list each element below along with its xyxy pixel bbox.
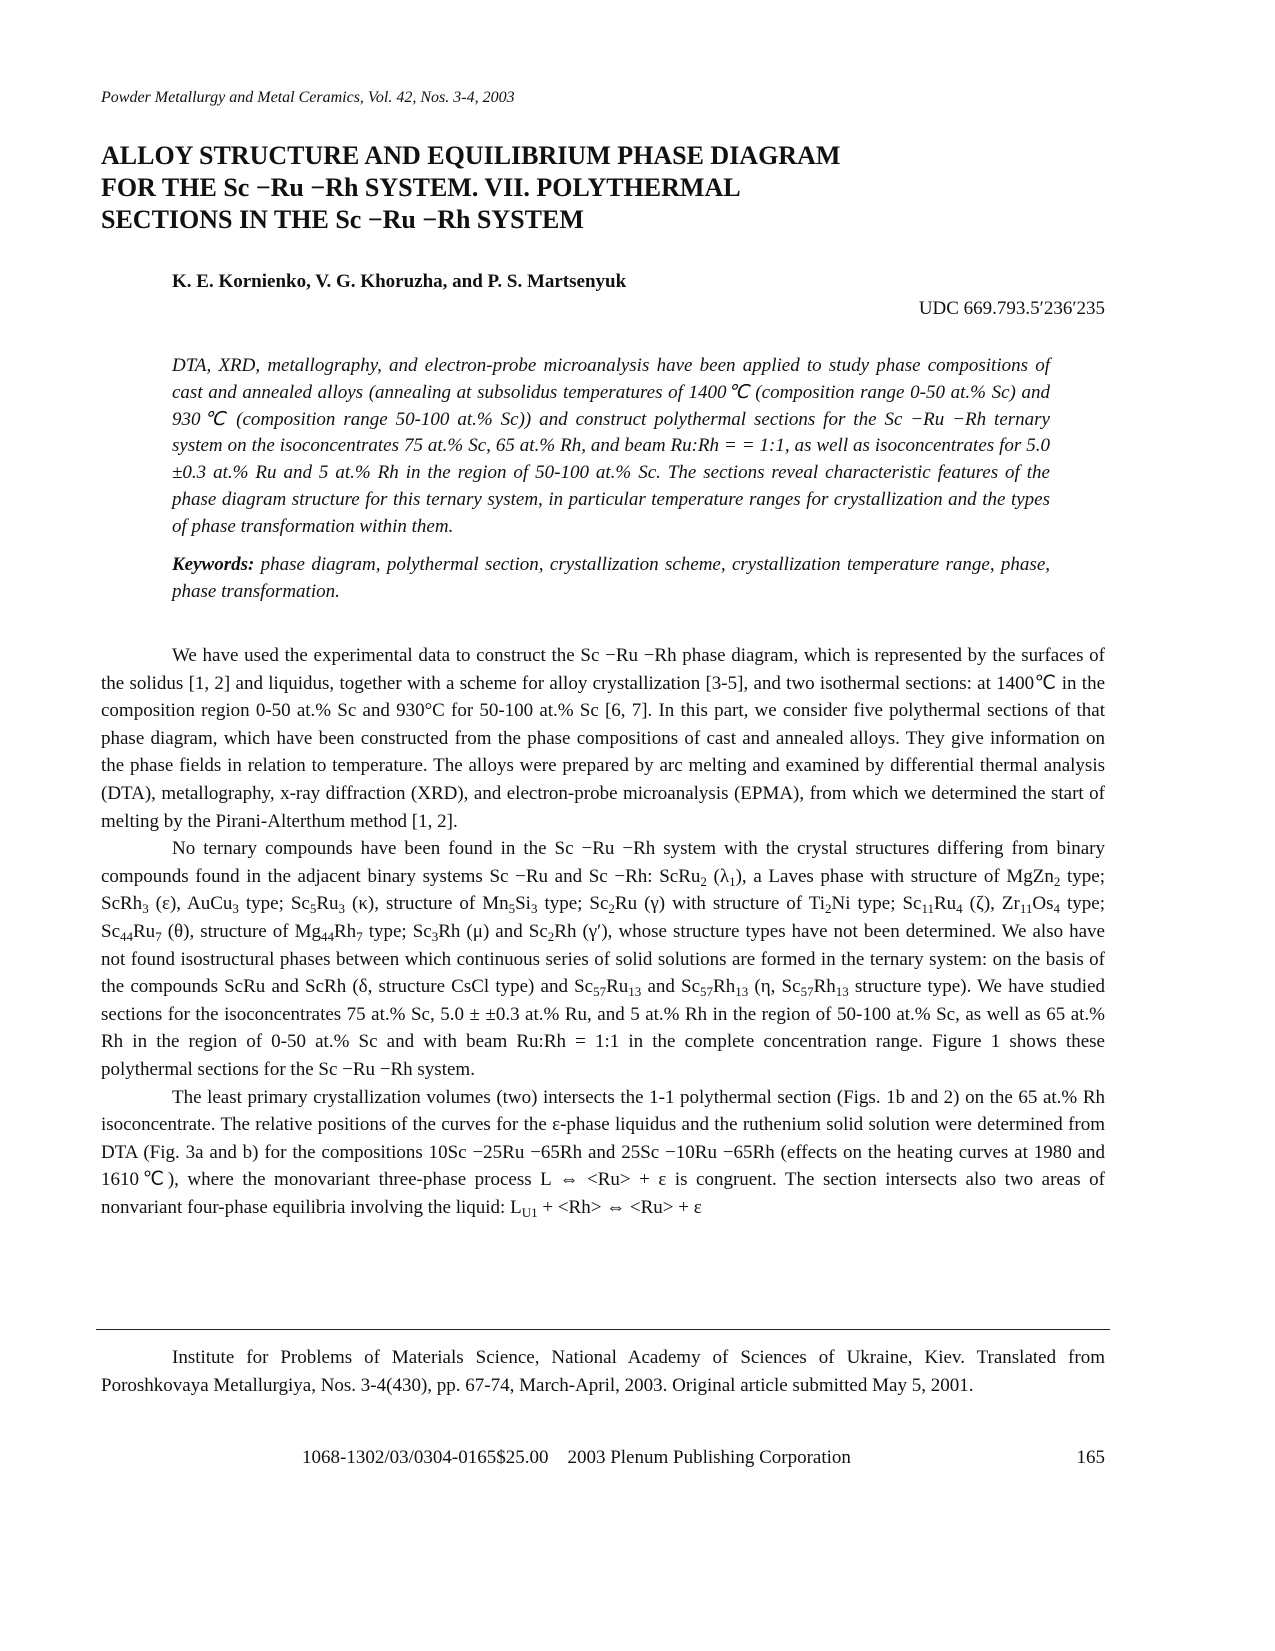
text-run: Rh	[334, 920, 357, 942]
text-run: No ternary compounds have been found in the Sc −Ru −Rh system with the crystal structures differing from binary compounds found in the adjacent binary systems Sc −Ru and Sc −Rh: ScRu	[101, 838, 1105, 887]
subscript: 7	[356, 928, 363, 944]
text-run: type; Sc	[101, 893, 1105, 942]
text-run: + <Rh> ⇔ <Ru> + ε	[537, 1196, 702, 1218]
subscript: 3	[530, 901, 538, 917]
authors: K. E. Kornienko, V. G. Khoruzha, and P. S. Martsenyuk	[172, 271, 627, 292]
text-run: and Sc	[641, 976, 701, 998]
subscript: 4	[1053, 901, 1060, 917]
journal-citation: Powder Metallurgy and Metal Ceramics, Vol. 42, Nos. 3-4, 2003	[101, 89, 515, 106]
article-title	[101, 140, 1001, 236]
footnote-divider	[96, 1329, 1110, 1330]
keywords-label: Keywords:	[172, 554, 255, 575]
text-run: Rh	[713, 976, 736, 998]
text-run: (κ), structure of Mn	[345, 893, 509, 915]
paragraph	[101, 642, 1105, 835]
paragraph	[101, 835, 1105, 1083]
text-run: Rh (μ) and Sc	[438, 920, 548, 942]
keywords-text: phase diagram, polythermal section, crystallization scheme, crystallization temperature range, phase, phase transformation.	[172, 554, 1050, 602]
text-run: Ru	[606, 976, 629, 998]
text-run: Rh (γ′), whose structure types have not been determined. We also have not found isostructural phases between which continuous series of solid solutions are formed in the ternary system: on the basis of the compounds ScRu and ScRh (δ, structure CsCl type) and Sc	[101, 920, 1105, 998]
text-run: Os	[1032, 893, 1054, 915]
paragraph	[101, 1084, 1105, 1222]
text-run: type; ScRh	[101, 865, 1105, 915]
text-run: Si	[515, 893, 531, 915]
abstract: DTA, XRD, metallography, and electron-probe microanalysis have been applied to study phase compositions of cast and annealed alloys (annealing at subsolidus temperatures of 1400℃ (composition range 0-50 at.% Sc) and 930℃ (composition range 50-100 at.% Sc)) and construct polythermal sections for the Sc −Ru −Rh ternary system on the isoconcentrates 75 at.% Sc, 65 at.% Rh, and beam Ru:Rh = = 1:1, as well as isoconcentrates for 5.0 ±0.3 at.% Ru and 5 at.% Rh in the region of 50-100 at.% Sc. The sections reveal characteristic features of the phase diagram structure for this ternary system, in particular temperature ranges for crystallization and the types of phase transformation within them.	[172, 355, 1050, 537]
text-run: (θ), structure of Mg	[161, 920, 321, 942]
text-run: Ru	[316, 893, 339, 915]
subscript: 2	[608, 901, 615, 917]
text-run: type; Sc	[238, 893, 310, 915]
subscript: 57	[593, 984, 607, 1000]
title-line: FOR THE Sc −Ru −Rh SYSTEM. VII. POLYTHERMAL	[101, 173, 741, 202]
subscript: 2	[825, 901, 832, 917]
text-run: We have used the experimental data to construct the Sc −Ru −Rh phase diagram, which is represented by the surfaces of the solidus [1, 2] and liquidus, together with a scheme for alloy crystallization [3-5], and two isothermal sections: at 1400℃ in the composition region 0-50 at.% Sc and 930°C for 50-100 at.% Sc [6, 7]. In this part, we consider five polythermal sections of that phase diagram, which have been constructed from the phase compositions of cast and annealed alloys. They give information on the phase fields in relation to temperature. The alloys were prepared by arc melting and examined by differential thermal analysis (DTA), metallography, x-ray diffraction (XRD), and electron-probe microanalysis (EPMA), from which we determined the start of melting by the Pirani-Alterthum method [1, 2].	[101, 645, 1105, 832]
text-run: The least primary crystallization volumes (two) intersects the 1-1 polythermal section (Figs. 1b and 2) on the 65 at.% Rh isoconcentrate. The relative positions of the curves for the ε-phase liquidus and the ruthenium solid solution were determined from DTA (Fig. 3a and b) for the compositions 10Sc −25Ru −65Rh and 25Sc −10Ru −65Rh (effects on the heating curves at 1980 and 1610℃), where the monovariant three-phase process L ⇔ <Ru> + ε is congruent. The section intersects also two areas of nonvariant four-phase equilibria involving the liquid: L	[101, 1086, 1105, 1218]
text-run: Ni type; Sc	[831, 893, 922, 915]
subscript: 2	[1053, 873, 1061, 889]
page-number: 165	[1076, 1447, 1105, 1468]
text-run: ), a Laves phase with structure of MgZn	[735, 865, 1054, 887]
subscript: 44	[120, 928, 133, 944]
subscript: 5	[309, 901, 317, 917]
keywords	[172, 552, 1050, 606]
subscript: 1	[729, 873, 736, 889]
text-run: type; Sc	[537, 893, 609, 915]
affiliation-footnote: Institute for Problems of Materials Science, National Academy of Sciences of Ukraine, Kiev. Translated from Poroshkovaya Metallurgiya, Nos. 3-4(430), pp. 67-74, March-April, 2003. Original article submitted May 5, 2001.	[101, 1347, 1105, 1396]
subscript: 5	[508, 901, 516, 917]
subscript: 11	[1019, 901, 1033, 917]
text-run: structure type). We have studied sections for the isoconcentrates 75 at.% Sc, 5.0 ± ±0.3 at.% Ru, and 5 at.% Rh in the region of 50-100 at.% Sc, as well as 65 at.% Rh in the region of 0-50 at.% Sc and with beam Ru:Rh = 1:1 in the complete concentration range. Figure 1 shows these polythermal sections for the Sc −Ru −Rh system.	[101, 976, 1106, 1080]
text-run: (λ	[706, 865, 730, 887]
copyright-line: 1068-1302/03/0304-0165$25.00 2003 Plenum Publishing Corporation	[302, 1447, 851, 1468]
subscript: 57	[700, 984, 714, 1000]
subscript: 3	[232, 901, 239, 917]
subscript: 3	[431, 928, 439, 944]
subscript: 2	[700, 873, 707, 889]
subscript: 7	[155, 928, 162, 944]
subscript: 11	[921, 901, 934, 917]
subscript: 3	[142, 901, 149, 917]
text-run: (ε), AuCu	[148, 893, 233, 915]
subscript: 44	[321, 928, 334, 944]
subscript: 3	[338, 901, 346, 917]
text-run: Ru	[133, 920, 156, 942]
text-run: (ζ), Zr	[962, 893, 1020, 915]
subscript: 2	[547, 928, 555, 944]
text-run: (η, Sc	[748, 976, 801, 998]
text-run: type; Sc	[362, 920, 432, 942]
text-run: Rh	[813, 976, 836, 998]
title-line: ALLOY STRUCTURE AND EQUILIBRIUM PHASE DIAGRAM	[101, 141, 841, 170]
subscript: 13	[835, 984, 849, 1000]
subscript: 57	[800, 984, 814, 1000]
subscript: 13	[735, 984, 749, 1000]
udc-code: UDC 669.793.5′236′235	[918, 298, 1105, 319]
body-text	[101, 642, 1105, 1221]
title-line: SECTIONS IN THE Sc −Ru −Rh SYSTEM	[101, 205, 584, 234]
text-run: Ru	[933, 893, 957, 915]
text-run: Ru (γ) with structure of Ti	[614, 893, 825, 915]
subscript: 13	[628, 984, 642, 1000]
subscript: U1	[521, 1204, 538, 1220]
subscript: 4	[956, 901, 963, 917]
